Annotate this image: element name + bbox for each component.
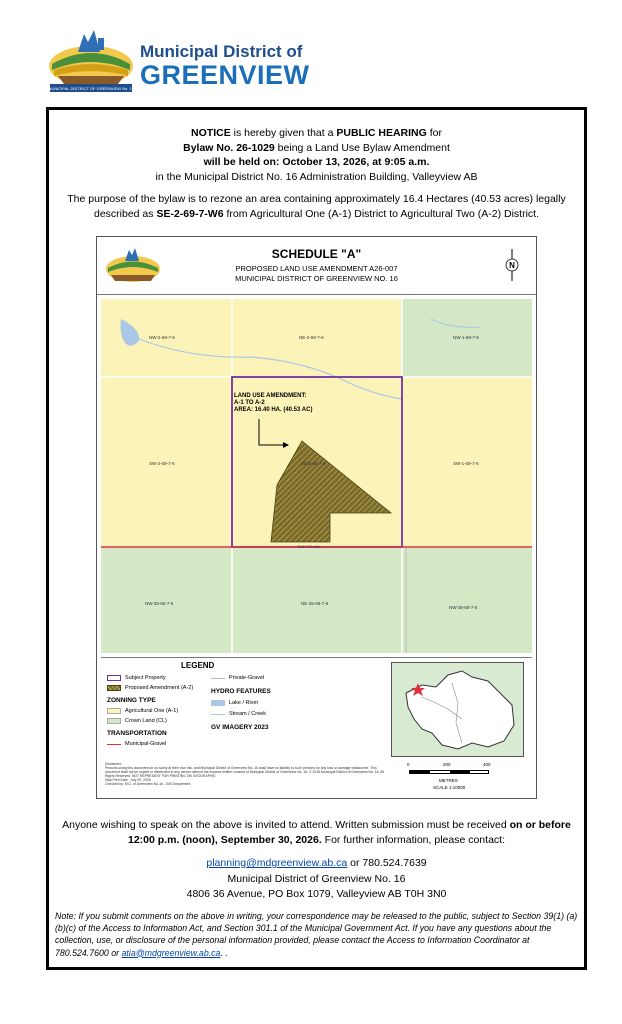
legend-zoning-heading: ZONNING TYPE [107,697,156,704]
legend-label: Proposed Amendment (A-2) [125,685,194,691]
legend-hydro-heading: HYDRO FEATURES [211,688,271,695]
org-name-line2: GREENVIEW [140,60,310,90]
north-label: N [509,261,515,270]
purpose-paragraph [59,192,574,221]
bylaw-number: Bylaw No. 26-1029 [183,141,275,154]
legend-private [211,675,264,681]
org-logo [48,24,328,94]
road-label: TWP RD 690 [297,544,321,549]
legend-title: LEGEND [181,661,215,670]
legend-ag1 [107,708,178,714]
org-name-line1: Municipal District of [140,42,303,61]
amendment-swatch [107,685,121,691]
schedule-subtitle-2: MUNICIPAL DISTRICT OF GREENVIEW NO. 16 [235,274,398,283]
map-legend [101,657,532,794]
scale-units: METRES [439,778,458,783]
public-hearing-text: PUBLIC HEARING [336,127,427,139]
legend-label: Municipal-Gravel [125,741,167,747]
legend-label: Subject Property [125,675,166,681]
quarter-label: NE-35-68-7-6 [301,601,329,606]
purpose-text: The purpose of the bylaw is to rezone an area containing approximately 16.4 Hectares (40.53 acres) legally described as [67,193,566,220]
legend-imagery: GV IMAGERY 2023 [211,724,269,731]
emblem-text: MUNICIPAL DISTRICT OF GREENVIEW No. 16 [48,86,134,91]
disclaimer-title: Disclaimer: [105,762,122,766]
quarter-label: SE-2-69-7-6 [301,461,326,466]
legend-label: Stream / Creek [229,711,266,717]
notice-frame [46,107,587,970]
quarter-label: NW-35-68-7-6 [145,601,174,606]
legend-lake [211,700,258,706]
stream-swatch [211,714,225,715]
notice-text: is hereby given that a [230,127,337,139]
hearing-location: in the Municipal District No. 16 Administration Building, Valleyview AB [155,170,478,183]
schedule-subtitle-1: PROPOSED LAND USE AMENDMENT A26-007 [235,264,398,273]
legend-stream [211,711,266,717]
zone-crown-south [101,547,532,653]
atia-email-link[interactable]: atia@mdgreenview.ab.ca [121,947,221,958]
amendment-area: AREA: 16.40 HA. (40.53 AC) [234,407,313,413]
schedule-a-map [96,236,537,799]
quarter-label: NW-36-68-7-6 [449,605,478,610]
scale-label-200: 200 [443,762,451,767]
legend-municipal [107,741,166,747]
legend-proposed [107,685,193,691]
private-swatch [211,678,225,679]
north-arrow-icon [502,249,522,281]
purpose-text-end: from Agricultural One (A-1) District to Agricultural Two (A-2) District. [223,207,540,220]
quarter-label: NW-1-69-7-6 [453,335,479,340]
notice-for: for [426,127,442,139]
legend-label: Agricultural One (A-1) [125,708,179,714]
crown-swatch [107,718,121,724]
privacy-note-text: Note: If you submit comments on the above in writing, your correspondence may be released to the public, subject to Section 39(1) (a)(b)(c) of the Access to Information Act, and Section 301.1 of the Municipal Government Act. If you have any questions about the collection, use, or disclosure of the personal information provided, please contact the Access to Information Coordinator at 780.524.7600 or [55,911,578,958]
contact-org: Municipal District of Greenview No. 16 [227,872,406,885]
bylaw-description: being a Land Use Bylaw Amendment [274,141,450,154]
legal-description: SE-2-69-7-W6 [156,207,224,220]
map-disclaimer [105,762,385,786]
municipal-swatch [107,744,121,745]
scale-ratio: SCALE 1:10000 [433,785,466,790]
notice-word: NOTICE [191,127,231,139]
ag1-swatch [107,708,121,714]
attend-text-end: For further information, please contact: [321,834,505,846]
planning-email-link[interactable]: planning@mdgreenview.ab.ca [206,857,348,869]
attend-text: Anyone wishing to speak on the above is invited to attend. Written submission must be received [62,819,510,831]
scale-graphic [409,770,489,774]
legend-label: Lake / River [229,700,259,706]
contact-block [49,856,584,903]
map-print-date: Map Print Date : July 09, 2026 [105,778,151,782]
map-checked-by: Checked by: M.D. of Greenview No.16 - GIS Department [105,782,191,786]
scale-label-400: 400 [483,762,491,767]
attend-paragraph [59,818,574,848]
legend-subject [107,675,166,681]
amendment-zoning: A-1 TO A-2 [234,400,265,406]
parcel-map [101,299,532,653]
scale-label-0: 0 [407,762,410,767]
legend-label: Private-Gravel [229,675,265,681]
lake-swatch [211,700,225,706]
amendment-callout [234,393,312,414]
hearing-date: will be held on: October 13, 2026, at 9:05 a.m. [203,156,430,168]
schedule-title: SCHEDULE "A" [271,247,362,261]
quarter-label: SW-2-69-7-6 [149,461,175,466]
notice-block [49,126,584,184]
quarter-label: SW-1-69-7-6 [453,461,479,466]
subject-swatch [107,675,121,681]
district-outline-icon [392,663,525,758]
disclaimer-text: Persons using this document do so solely at their own risk, and Municipal District of Greenview No. 16 shall have no liability to such persons for any loss or damage whatsoever. This document shall not be copied or distributed to any person without the express written consent of Municipal District of Greenview No. 16. © 2026 Municipal District of Greenview No. 16. All Rights Reserved. NOT REPRESENT FOR PRINTING ON GEOGRAPHIC [105,766,384,778]
location-inset-map [391,662,524,757]
submission-deadline: on or before 12:00 p.m. (noon), September 30, 2026. [128,819,571,846]
greenview-emblem-icon [48,24,134,94]
map-area [101,299,532,653]
amendment-title: LAND USE AMENDMENT: [234,393,307,399]
quarter-label: NE-2-69-7-6 [299,335,324,340]
legend-label: Crown Land (CL) [125,718,167,724]
contact-address: 4806 36 Avenue, PO Box 1079, Valleyview AB T0H 3N0 [186,888,447,900]
map-header [97,237,536,295]
legend-transport-heading: TRANSPORTATION [107,730,167,737]
privacy-note [55,910,580,959]
contact-phone: or 780.524.7639 [347,857,427,869]
legend-crown [107,718,167,724]
quarter-label: NW-2-69-7-6 [149,335,175,340]
privacy-note-end: . . [220,947,228,958]
